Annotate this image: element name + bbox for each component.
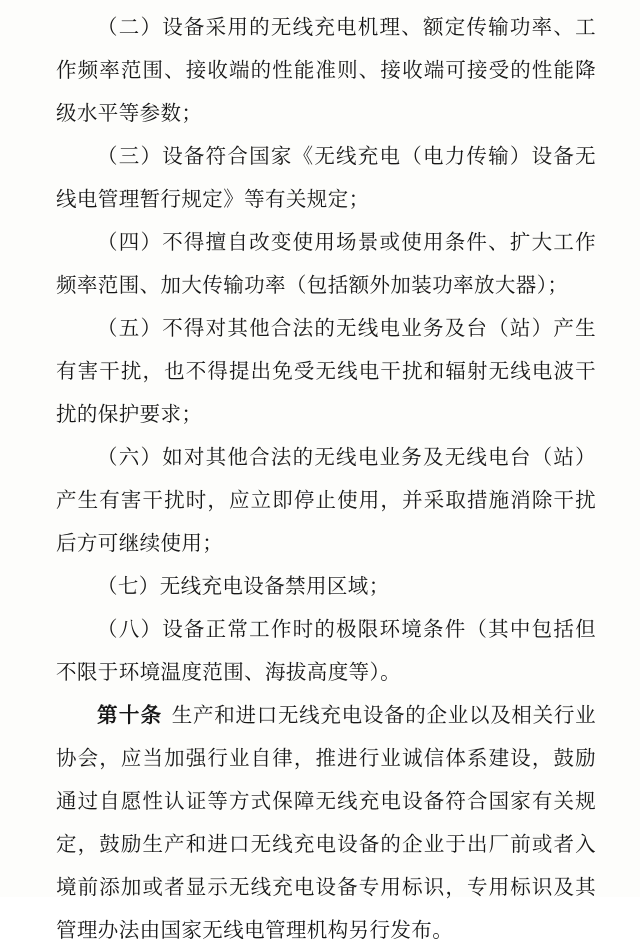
paragraph-item-8: （八）设备正常工作时的极限环境条件（其中包括但不限于环境温度范围、海拔高度等）。 xyxy=(56,617,596,684)
article-10-label: 第十条 xyxy=(97,703,163,727)
paragraph-item-5: （五）不得对其他合法的无线电业务及台（站）产生有害干扰，也不得提出免受无线电干扰和辐射无线电波干扰的保护要求； xyxy=(56,316,596,426)
article-10-paragraph xyxy=(56,694,596,952)
document-body xyxy=(56,6,596,952)
paragraph-item-2: （二）设备采用的无线充电机理、额定传输功率、工作频率范围、接收端的性能准则、接收端可接受的性能降级水平等参数； xyxy=(56,15,596,125)
paragraph-item-7: （七）无线充电设备禁用区域； xyxy=(97,574,390,598)
paragraph-item-6: （六）如对其他合法的无线电业务及无线电台（站）产生有害干扰时，应立即停止使用，并采取措施消除干扰后方可继续使用； xyxy=(56,445,596,555)
paragraph-item-4: （四）不得擅自改变使用场景或使用条件、扩大工作频率范围、加大传输功率（包括额外加装功率放大器）； xyxy=(56,230,596,297)
paragraph-item-3: （三）设备符合国家《无线充电（电力传输）设备无线电管理暂行规定》等有关规定； xyxy=(56,144,596,211)
article-10-text: 生产和进口无线充电设备的企业以及相关行业协会，应当加强行业自律，推进行业诚信体系建设，鼓励通过自愿性认证等方式保障无线充电设备符合国家有关规定，鼓励生产和进口无线充电设备的企业于出厂前或者入境前添加或者显示无线充电设备专用标识，专用标识及其管理办法由国家无线电管理机构另行发布。 xyxy=(56,703,597,942)
